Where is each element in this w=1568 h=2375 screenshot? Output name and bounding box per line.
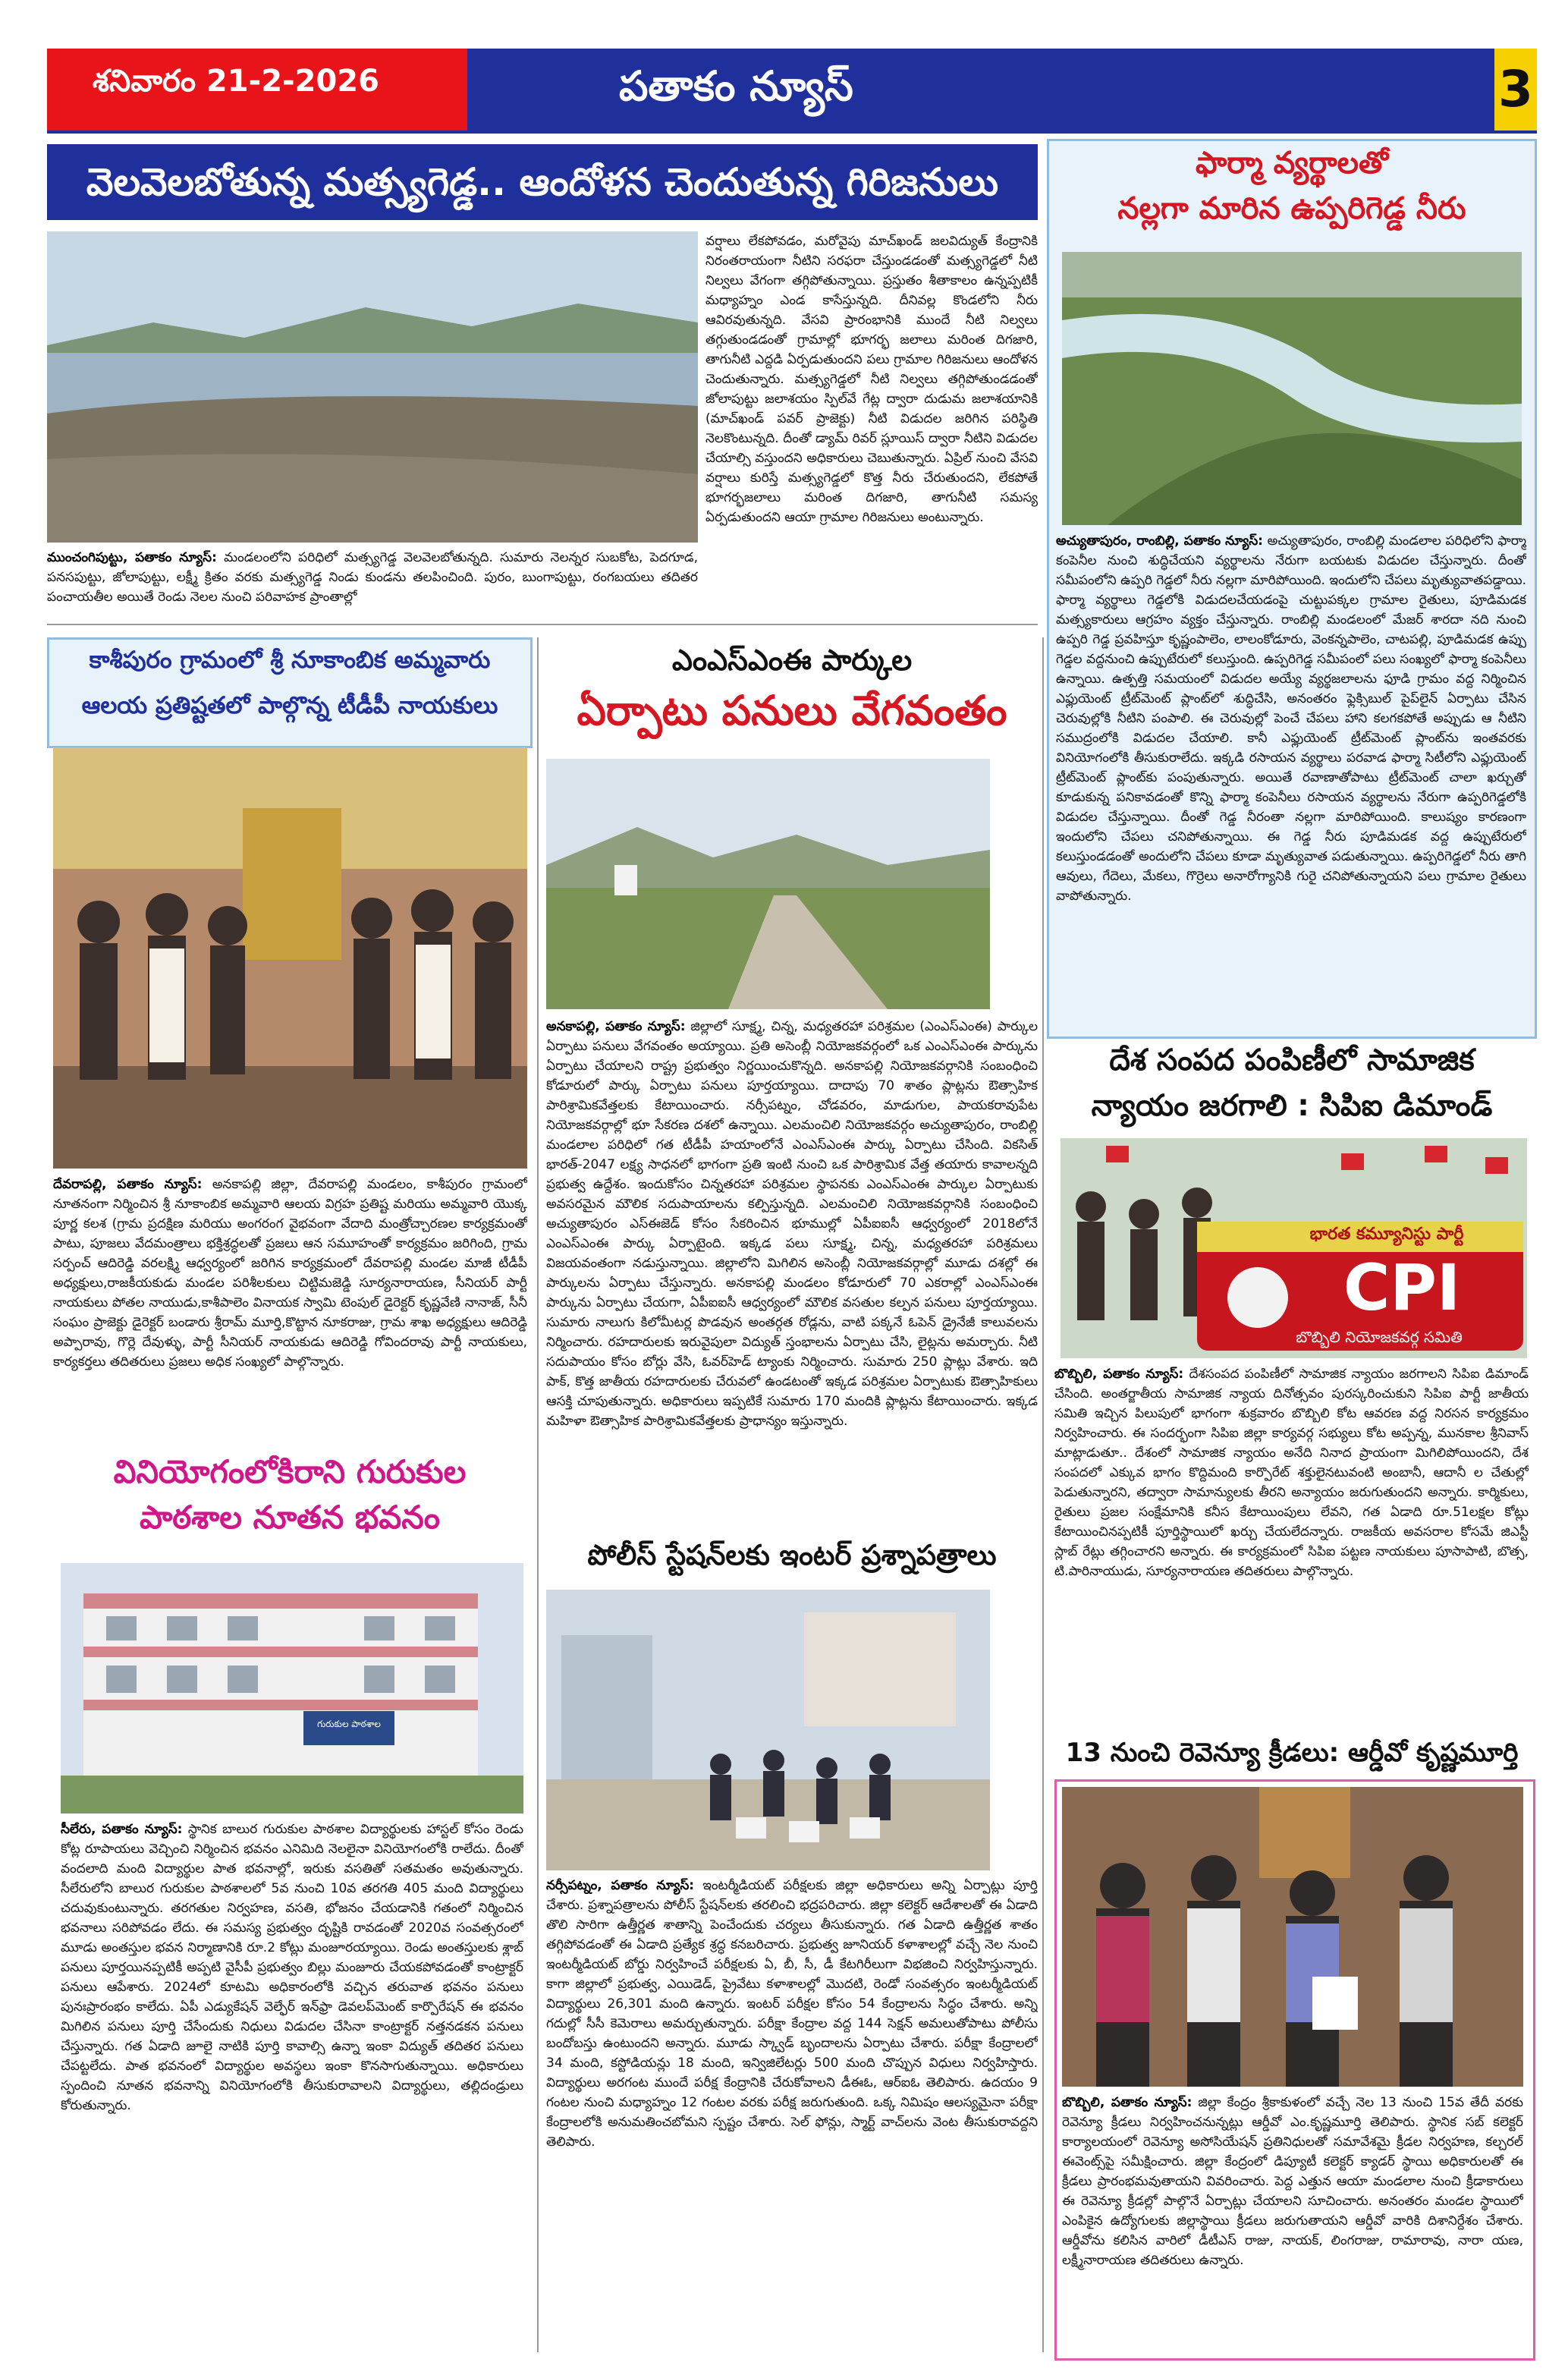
sports-photo-meeting [1062,1787,1523,2087]
temple-dateline: దేవరాపల్లి, పతాకం న్యూస్: [53,1177,203,1192]
pharma-text: అచ్యుతాపురం, రాంబిల్లి మండలాల పరిధిలోని ఫార్మా కంపెనీల నుంచి శుద్ధిచేయని వ్యర్థాలను నేరుగా బయటకు విడుదల చేస్తున్నారు. దీంతో సమీపంలోని ఉప్పరి గెడ్డలో నీరు నల్లగా మారిపోయింది. ఇందులోని చేపలు మృత్యువాతపడ్డాయి. ఫార్మా వ్యర్థాలు గెడ్డలోకి విడుదలచేయడంపై చుట్టుపక్కల గ్రామాల రైతులు, పూడిమడక మత్స్యకారులు ఆగ్రహం వ్యక్తం చేస్తున్నారు. రాంబిల్లి మండలంలో మేజర్ శారదా నది నుంచి ఉప్పరి గెడ్డ ప్రవహిస్తూ కృష్ణంపాలెం, లాలంకోడూరు, వెంకన్నపాలెం, చాటపల్లి, పూడిమడక ఉప్పు గెడ్డల వద్దనుంచి ఉప్పుటేరులో కలుస్తుంది. ఉప్పరిగెడ్డ సమీపంలో పలు సంఖ్యలో ఫార్మా కంపెనీలు ఉన్నాయి. ఉత్పత్తి సమయంలో విడుదల అయ్యే వ్యర్థజలాలను ఫూడి గ్రామం వద్ద నిర్మించిన ఎఫ్లుయెంట్ ట్రీట్‌మెంట్ ప్లాంట్‌లో శుద్ధిచేసి, అనంతరం ఫ్లెక్సిబుల్ పైప్‌లైన్ ఏర్పాటు చేసిన చెరువుల్లోకి నీటిని పంపాలి. ఈ చెరువుల్లో పెంచే చేపలు హాని కలగకపోతే అప్పుడు ఆ నీటిని సముద్రంలోకి విడుదల చేయాలి. కానీ ఎఫ్లుయెంట్ ట్రీట్‌మెంట్ ప్లాంట్‌ను ఇంతవరకు వినియోగంలోకి తీసుకురాలేదు. ఇక్కడి రసాయన వ్యర్థాలు పరవాడ ఫార్మా సిటీలోని ఎఫ్లుయెంట్ ట్రీట్‌మెంట్ ప్లాంట్‌కు పంపుతున్నారు. అయితే రవాణాతోపాటు ట్రీట్‌మెంట్ చాలా ఖర్చుతో కూడుకున్న పనికావడంతో కొన్ని ఫార్మా కంపెనీలు రసాయన వ్యర్థాలను నేరుగా ఉప్పరిగెడ్డలోకి విడుదల చేస్తున్నాయి. దీంతో గెడ్డ నీరంతా నల్లగా మారిపోయింది. కాలుష్యం కారణంగా ఇందులోని చేపలు చనిపోతున్నాయి. ఈ గెడ్డ నీరు పూడిమడక వద్ద ఉప్పుటేరులో కలుస్తుండడంతో అందులోని చేపలు కూడా మృత్యువాత పడుతున్నాయి. ఉప్పరిగెడ్డలో నీరు తాగి ఆవులు, గేదెలు, మేకలు, గొర్రెలు అనారోగ్యానికి గురై చనిపోతున్నాయని పలు గ్రామాల రైతులు వాపోతున్నారు. [1056,533,1526,904]
exams-text: ఇంటర్మీడియట్ పరీక్షలకు జిల్లా అధికారులు అన్ని ఏర్పాట్లు పూర్తి చేశారు. ప్రశ్నాపత్రాలను పోలీస్ స్టేషన్‌లకు తరలించి భద్రపరిచారు. జిల్లా కలెక్టర్ ఆదేశాలతో ఈ ఏడాది తొలి సారిగా ఉత్తీర్ణత శాతాన్ని పెంచేందుకు చర్యలు తీసుకున్నారు. గత ఏడాది ఉత్తీర్ణత శాతం తగ్గిపోవడంతో ఈ ఏడాది ప్రత్యేక శ్రద్ధ కనబరిచారు. ప్రభుత్వ జూనియర్ కళాశాలల్లో వచ్చే నెల నుంచి ఇంటర్మీడియట్ బోర్డు నిర్వహించే పరీక్షలకు ఏ, బీ, సీ, డీ కేటగిరీలుగా విభజించి నిర్వహిస్తున్నారు. కాగా జిల్లాలో ప్రభుత్వ, ఎయిడెడ్, ప్రైవేటు కళాశాలల్లో మొదటి, రెండో సంవత్సరం ఇంటర్మీడియట్ విద్యార్థులు 26,301 మంది ఉన్నారు. ఇంటర్ పరీక్షల కోసం 54 కేంద్రాలను సిద్ధం చేశారు. అన్ని గదుల్లో సీసీ కెమెరాలు అమర్చుతున్నారు. పరీక్షా కేంద్రాల వద్ద 144 సెక్షన్ అమలుతోపాటు పోలీసు బందోబస్తు ఉంటుందని అన్నారు. మూడు స్క్వాడ్ బృందాలను ఏర్పాటు చేశారు. పరీక్షా కేంద్రాలలో 34 మంది, కస్టోడియన్లు 18 మంది, ఇన్విజిలేటర్లు 500 మంది చొప్పున విధులు నిర్వహిస్తారు. విద్యార్థులు అరగంట ముందే పరీక్ష కేంద్రానికి చేరుకోవాలని డీఈఓ, ఆర్ఐఓ తెలిపారు. ఉదయం 9 గంటల నుంచి మధ్యాహ్నం 12 గంటల వరకు పరీక్ష జరుగుతుంది. ఒక్క నిమిషం ఆలస్యమైనా పరీక్షా కేంద్రాలలోకి అనుమతించబోమని స్పష్టం చేశారు. సెల్ ఫోన్లు, స్మార్ట్ వాచ్‌లను వెంట తీసుకురావద్దని తెలిపారు. [546,1878,1038,2150]
lead-text-left: మండలంలోని పరిధిలో మత్స్యగెడ్డ వెలవెలబోతున్నది. సుమారు నెలన్నర సుబకోట, పెదగూడ, పనసపుట్టు, జోలాపుట్టు, లక్ష్మీ క్రితం వరకు మత్స్యగెడ్డ నిండు కుండను తలపించింది. పురం, బుంగాపుట్టు, రంగబయలు తదితర పంచాయతీల అయితే రెండు నెలల నుంచి పరివాహక ప్రాంతాల్లో [47,550,698,605]
gurukul-body [61,1820,523,2343]
gurukul-headline-line2: పాఠశాల నూతన భవనం [139,1499,441,1536]
pharma-photo-stream [1062,252,1522,525]
divider [47,624,1038,625]
pharma-dateline: అచ్యుతాపురం, రాంబిల్లి, పతాకం న్యూస్: [1056,533,1263,549]
temple-body [53,1175,527,1455]
msme-text: జిల్లాలో సూక్ష్మ, చిన్న, మధ్యతరహా పరిశ్రమల (ఎంఎస్ఎంఈ) పార్కుల ఏర్పాటు పనులు వేగవంతం అయ్యాయి. ప్రతి అసెంబ్లీ నియోజకవర్గంలో ఒక ఎంఎస్ఎంఈ పార్కును ఏర్పాటు చేయాలని రాష్ట్ర ప్రభుత్వం నిర్ణయించుకొన్నది. అనకాపల్లి నియోజకవర్గానికి సంబంధించి కోడూరులో పార్కు ఏర్పాటు పనులు పూర్తయ్యాయి. దాదాపు 70 శాతం ప్లాట్లను ఔత్సాహిక పారిశ్రామికవేత్తలకు కేటాయించారు. నర్సీపట్నం, చోడవరం, మాడుగుల, పాయకరావుపేట నియోజకవర్గాల్లో భూ సేకరణ దశలో ఉన్నాయి. ఎలమంచిలి నియోజకవర్గం అచ్యుతాపురం, రాంబిల్లి మండలాల పరిధిలో గత టీడీపీ హయాంలోనే ఎంఎస్ఎంఈ పార్కు ఏర్పాటు చేసింది. వికసిత్ భారత్-2047 లక్ష్య సాధనలో భాగంగా ప్రతి ఇంటి నుంచి ఒక పారిశ్రామిక వేత్త తయారు కావాలన్నది ప్రభుత్వ ఉద్దేశం. ఇందుకోసం చిన్నతరహా పరిశ్రమల స్థాపనకు ఎంఎస్ఎంఈ పార్కుల ఏర్పాటుకు అవసరమైన మౌలిక సదుపాయాలను కల్పిస్తున్నది. ఎలమంచిలి నియోజకవర్గానికి సంబంధించి అచ్యుతాపురం ఎస్ఈజెడ్ కోసం సేకరించిన భూముల్లో ఏపీఐఐసీ ఆధ్వర్యంలో 2018లోనే ఎంఎస్ఎంఈ పార్కు ఏర్పాటైంది. ఇక్కడ పలు సూక్ష్మ, చిన్న, మధ్యతరహా పరిశ్రమలు విజయవంతంగా నడుస్తున్నాయి. జిల్లాలోని మిగిలిన అసెంబ్లీ నియోజకవర్గాల్లో మూడు దశల్లో ఈ పార్కులను ఏర్పాటు చేస్తున్నారు. అనకాపల్లి మండలం కోడూరులో 70 ఎకరాల్లో ఎంఎస్ఎంఈ పార్కును ఏర్పాటు చేయగా, ఏపీఐఐసీ ఆధ్వర్యంలో మౌలిక వసతుల కల్పన పనులు పూర్తయ్యాయి. సుమారు నాలుగు కిలోమీటర్ల పొడవున అంతర్గత రోడ్లను, వాటి పక్కనే ఓపెన్ డ్రైనేజీ కాలువలను నిర్మించారు. రహదారులకు ఇరువైపులా విద్యుత్ స్తంభాలను ఏర్పాటు చేసి, లైట్లను అమర్చారు. నీటి సదుపాయం కోసం బోర్లు వేసి, ఓవర్‌హెడ్ ట్యాంకు నిర్మించారు. సుమారు 250 ప్లాట్లు వేశారు. ఇది పాక్, కొత్త జాతీయ రహదారులకు చేరువలో ఉండటంతో ఇక్కడ పరిశ్రమల ఏర్పాటుకు ఔత్సాహికులు ఆసక్తి చూపుతున్నారు. అధికారులు ఇప్పటికే సుమారు 170 మందికి ప్లాట్లను కేటాయించారు. ఇక్కడ మహిళా ఔత్సాహిక పారిశ్రామికవేత్తలకు ప్రాధాన్యం ఇస్తున్నారు. [546,1019,1038,1429]
gurukul-headline-line1: వినియోగంలోకిరాని గురుకుల [113,1453,467,1490]
exams-photo-station [546,1590,990,1870]
cpi-headline-line2: న్యాయం జరగాలి : సిపిఐ డిమాండ్ [1091,1089,1493,1123]
cpi-photo-protest [1061,1138,1527,1358]
stream-illustration [1062,252,1522,525]
gurukul-dateline: సీలేరు, పతాకం న్యూస్: [61,1822,183,1837]
sports-body [1062,2093,1523,2351]
header-rule [47,131,1537,134]
lead-text-right: వర్షాలు లేకపోవడం, మరోవైపు మాచ్‌ఖండ్ జలవిద్యుత్ కేంద్రానికి నిరంతరాయంగా నీటిని సరఫరా చేస్తుండడంతో మత్స్యగెడ్డలో నీటి నిల్వలు వేగంగా తగ్గిపోతున్నాయి. ప్రస్తుతం శీతాకాలం ఉన్నప్పటికీ మధ్యాహ్నం ఎండ కాసేస్తున్నది. దీనివల్ల కొండలోని నీరు ఆవిరవుతున్నది. వేసవి ప్రారంభానికి ముందే నీటి నిల్వలు తగ్గుతుండడంతో గ్రామాల్లో భూగర్భ జలాలు మరింత దిగజారి, తాగునీటి ఎద్దడి ఏర్పడుతుందని పలు గ్రామాల గిరిజనులు ఆందోళన చెందుతున్నారు. మత్స్యగెడ్డలో నీటి నిల్వలు తగ్గిపోతుండడంతో జోలాపుట్టు జలాశయం స్పిల్‌వే గేట్ల ద్వారా దుడుమ జలాశయానికి (మాచ్‌ఖండ్ పవర్ ప్రాజెక్టు) నీటి విడుదల జరిగిన పరిస్థితి నెలకొంటున్నది. దీంతో డ్యామ్ రివర్ స్లూయిస్ ద్వారా నీటిని విడుదల చేయాల్సి వస్తుందని అధికారులు చెబుతున్నారు. ఏప్రిల్ నుంచి వేసవి వర్షాలు కురిస్తే మత్స్యగెడ్డలో కొత్త నీరు చేరుతుందని, లేకపోతే భూగర్భజలాలు మరింత దిగజారి, తాగునీటి సమస్య ఏర్పడుతుందని ఆయా గ్రామాల గిరిజనులు అంటున్నారు. [705,234,1038,525]
gurukul-text: స్థానిక బాలుర గురుకుల పాఠశాల విద్యార్థులకు హాస్టల్ కోసం రెండు కోట్ల రూపాయలు వెచ్చించి నిర్మించిన భవనం ఎనిమిది నెలలైనా వినియోగంలోకి రాలేదు. దీంతో వందలాది మంది విద్యార్థుల పాత భవనాల్లో, ఇరుకు వసతితో సతమతం అవుతున్నారు. సీలేరులోని బాలుర గురుకుల పాఠశాలలో 5వ నుంచి 10వ తరగతి 405 మంది విద్యార్థులు చదువుకుంటున్నారు. తరగతుల నిర్వహణ, వసతి, భోజనం చేయడానికి గతంలో నిర్మించిన భవనాలు సరిపోవడం లేదు. ఈ సమస్య ప్రభుత్వం దృష్టికి రావడంతో 2020వ సంవత్సరంలో మూడు అంతస్తుల భవన నిర్మాణానికి రూ.2 కోట్లు మంజూరయ్యాయి. రెండు అంతస్తులకు శ్లాబ్ పనులు పూర్తయినప్పటికీ అప్పటి వైసీపీ ప్రభుత్వం బిల్లు మంజూరు చేయకపోవడంతో కాంట్రాక్టర్ పనులు ఆపేశారు. 2024లో కూటమి అధికారంలోకి వచ్చిన తరువాత భవనం పనులు పునఃప్రారంభం కాలేదు. ఏపీ ఎడ్యుకేషన్ వెల్ఫేర్ ఇన్‌ఫ్రా డెవలప్‌మెంట్ కార్పొరేషన్ ఈ భవనం మిగిలిన పనులు పూర్తి చేసేందుకు నిధులు విడుదల చేసినా కాంట్రాక్టర్ నత్తనడకన పనులు చేస్తున్నారు. గత ఏడాది జూలై నాటికి పూర్తి కావాల్సి ఉన్నా ఇంకా విద్యుత్ తదితర పనులు చేపట్టలేదు. పాత భవనంలో విద్యార్థుల అవస్థలు ఇంకా కొనసాగుతున్నాయి. అధికారులు స్పందించి నూతన భవనాన్ని వినియోగంలోకి తీసుకురావాలని విద్యార్థులు, తల్లిదండ్రులు కోరుతున్నారు. [61,1822,523,2113]
pharma-headline-line2: నల్లగా మారిన ఉప్పరిగెడ్డ నీరు [1117,191,1466,226]
sports-headline: 13 నుంచి రెవెన్యూ క్రీడలు: ఆర్డీవో కృష్ణమూర్తి [1065,1738,1519,1768]
lead-headline: వెలవెలబోతున్న మత్స్యగెడ్డ.. ఆందోళన చెందుతున్న గిరిజనులు [86,160,999,204]
temple-text: అనకాపల్లి జిల్లా, దేవరాపల్లి మండలం, కాశీపురం గ్రామంలో నూతనంగా నిర్మించిన శ్రీ నూకాంబిక అమ్మవారి ఆలయ విగ్రహ ప్రతిష్ట మరియు అమ్మవారి యొక్క పూర్ణ కలశ (గ్రామ ప్రదక్షిణ మరియు అంగరంగ వైభవంగా వేదాది మంత్రోచ్చారణల కార్యక్రమంతో పాటు, పూజలు వేదమంత్రాలు భక్తిశ్రద్ధలతో ప్రజలు ఆన సమూహంతో కార్యక్రమం జరిగింది, గ్రామ సర్పంచ్ ఆదిరెడ్డి వరలక్ష్మి ఆధ్వర్యంలో జరిగిన కార్యక్రమంలో దేవరాపల్లి మండల మాజీ టీడీపీ అధ్యక్షులు,రాజకీయకుడు మండల పరిశీలకులు చిట్టిమజెడ్డి సూర్యనారాయణ, సీనియర్ పార్టీ నాయకులు పోతల నాయుడు,కాశీపాలెం వినాయక స్వామి టెంపుల్ డైరెక్టర్ కృష్ణవేణి నానాజ్, సీనీ సంఘం ప్రాజెక్టు డైరెక్టర్ బండారు శ్రీరామ్ మూర్తి,కొట్టాన నూకరాజు, గ్రామ శాఖ అధ్యక్షులు ఆదిరెడ్డి అప్పారావు, గొర్లె దేవుళ్ళు, పార్టీ సీనియర్ నాయకుడు ఆదిరెడ్డి గోవిందరావు పార్టీ నాయకులు, కార్యకర్తలు తదితరులు ప్రజలు అధిక సంఖ్యలో పాల్గొన్నారు. [53,1177,527,1370]
pharma-body [1056,531,1526,1024]
reservoir-illustration [47,231,698,543]
cpi-body [1054,1364,1529,1732]
road-illustration [546,759,990,1009]
exams-dateline: నర్సీపట్నం, పతాకం న్యూస్: [546,1878,695,1893]
building-sign: గురుకుల పాఠశాల [317,1719,381,1729]
protest-illustration [1061,1138,1527,1358]
cpi-headline-line1: దేశ సంపద పంపిణీలో సామాజిక [1109,1043,1475,1077]
msme-headline: ఏర్పాటు పనులు వేగవంతం [577,687,1007,735]
msme-photo-road [546,759,990,1009]
sports-dateline: బొబ్బిలి, పతాకం న్యూస్: [1062,2095,1192,2110]
header-page-box [1494,49,1537,131]
exams-body [546,1876,1038,2350]
temple-photo [53,747,527,1169]
paper-name: పతాకం న్యూస్ [619,62,853,110]
gurukul-photo-building [61,1563,523,1813]
msme-kicker: ఎంఎస్ఎంఈ పార్కుల [671,643,913,677]
station-illustration [546,1590,990,1870]
building-illustration [61,1563,523,1813]
exams-headline: పోలీస్ స్టేషన్‌లకు ఇంటర్ ప్రశ్నాపత్రాలు [587,1539,997,1571]
header-title-box [467,49,1494,131]
cpi-banner-bottom: బొబ్బిలి నియోజకవర్గ సమితి [1296,1328,1463,1346]
msme-dateline: అనకాపల్లి, పతాకం న్యూస్: [546,1019,686,1034]
cpi-banner-big: CPI [1343,1250,1461,1325]
cpi-dateline: బొబ్బిలి, పతాకం న్యూస్: [1054,1367,1184,1382]
lead-body-left [47,548,698,616]
cpi-banner-top: భారత కమ్యూనిస్టు పార్టీ [1309,1225,1464,1244]
temple-group-illustration [53,747,527,1169]
page-number: 3 [1498,60,1533,118]
lead-dateline: ముంచంగిపుట్టు, పతాకం న్యూస్: [47,550,217,565]
column-rule-right [1042,637,1044,2352]
pharma-headline-line1: ఫార్మా వ్యర్థాలతో [1195,146,1388,181]
temple-headline-line1: కాశీపురం గ్రామంలో శ్రీ నూకాంబిక అమ్మవారు [89,646,491,674]
column-rule-left [537,637,539,2352]
sports-text: జిల్లా కేంద్రం శ్రీకాకుళంలో వచ్చే నెల 13 నుంచి 15వ తేదీ వరకు రెవెన్యూ క్రీడలు నిర్వహించనున్నట్లు ఆర్డీవో ఎం.కృష్ణమూర్తి తెలిపారు. స్థానిక సబ్ కలెక్టర్ కార్యాలయంలో రెవెన్యూ అసోసియేషన్ ప్రతినిధులతో సమావేశమై క్రీడల నిర్వహణ, కల్చరల్ ఈవెంట్స్‌పై సమీక్షించారు. జిల్లా కేంద్రంలో డిప్యూటీ కలెక్టర్ క్యాడర్ స్థాయి అధికారులతో ఈ క్రీడలు ప్రారంభమవుతాయని వివరించారు. పెద్ద ఎత్తున ఆయా మండలాల నుంచి క్రీడాకారులు ఈ రెవెన్యూ క్రీడల్లో పాల్గొనే ఏర్పాట్లు చేయాలని సూచించారు. అనంతరం మండల స్థాయిలో ఎంపికైన ఉద్యోగులకు జిల్లాస్థాయి క్రీడలు జరుగుతాయని ఆర్డీవో వారికి దిశానిర్దేశం చేశారు. ఆర్డీవోను కలిసిన వారిలో డీటీఎస్ రాజు, నాయక్, లింగరాజు, రామారావు, నారా యణ, లక్ష్మీనారాయణ తదితరులు ఉన్నారు. [1062,2095,1523,2268]
lead-photo-reservoir [47,231,698,543]
meeting-illustration [1062,1787,1523,2087]
cpi-text: దేశసంపద పంపిణీలో సామాజిక న్యాయం జరగాలని సిపిఐ డిమాండ్ చేసింది. అంతర్జాతీయ సామాజిక న్యాయ దినోత్సవం పురస్కరించుకుని సిపిఐ పార్టీ జాతీయ సమితి ఇచ్చిన పిలుపులో భాగంగా శుక్రవారం బొబ్బిలి కోట ఆవరణ వద్ద నిరసన కార్యక్రమం నిర్వహించారు. ఈ సందర్భంగా సిపిఐ జిల్లా కార్యవర్గ సభ్యులు కోట అప్పన్న, మునకాల శ్రీనివాస్ మాట్లాడుతూ.. దేశంలో సామాజిక న్యాయం అనేది నినాద ప్రాయంగా మిగిలిపోయిందని, దేశ సంపదలో ఎక్కువ భాగం కొద్దిమంది కార్పొరేట్ శక్తులైనటువంటి అంబానీ, ఆదానీ ల చేతుల్లో పెడుతున్నారని, తద్వారా సామాన్యులకు తీరని అన్యాయం జరుగుతుందని అన్నారు. కార్మికులు, రైతులు ప్రజల సంక్షేమానికి కనీస కేటాయింపులు లేవని, గత ఏడాది రూ.51లక్షల కోట్లు కేటాయించినప్పటికీ పూర్తిస్థాయిలో ఖర్చు చేయలేదన్నారు. రాజకీయ అవసరాల కోసమే జిఎస్టీ స్లాబ్ రేట్లు తగ్గించారని అన్నారు. ఈ కార్యక్రమంలో సిపిఐ పట్టణ నాయకులు పూసాపాటి, బొత్స, టి.పారినాయుడు, సూర్యనారాయణ తదితరులు పాల్గొన్నారు. [1054,1367,1529,1579]
header-date-box [47,49,467,131]
temple-headline-line2: ఆలయ ప్రతిష్టతలో పాల్గొన్న టీడీపీ నాయకులు [81,692,498,719]
lead-headline-box [47,144,1038,220]
lead-body-right [705,231,1038,615]
issue-date: శనివారం 21-2-2026 [93,64,379,99]
msme-body [546,1017,1038,1533]
